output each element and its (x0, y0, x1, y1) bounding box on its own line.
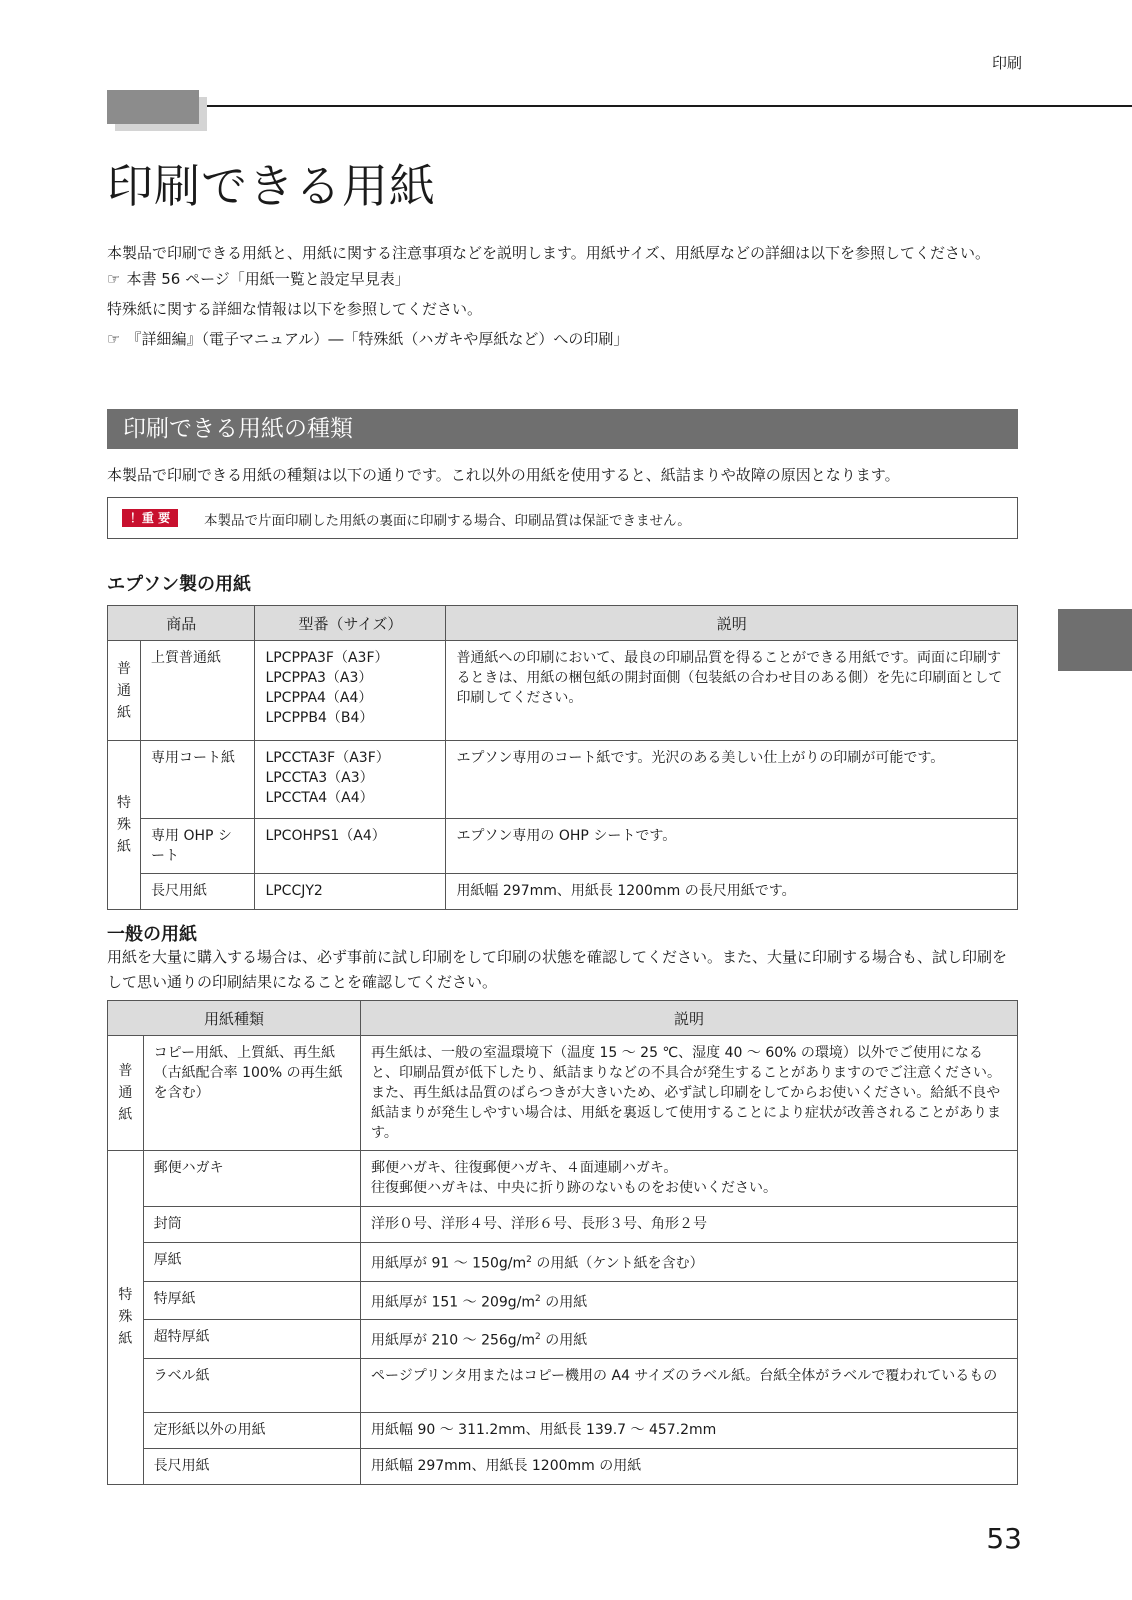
paper-type-cell: 長尺用紙 (143, 1448, 360, 1484)
important-badge: ！重 要 (122, 509, 178, 527)
reference-text: 『詳細編』（電子マニュアル）―「特殊紙（ハガキや厚紙など）への印刷」 (126, 330, 629, 348)
product-cell: 専用 OHP シート (141, 819, 255, 874)
chapter-marker (107, 90, 199, 124)
table-row (108, 741, 1018, 819)
column-header: 商品 (108, 606, 255, 641)
paper-type-cell: 封筒 (143, 1207, 360, 1243)
product-cell: 上質普通紙 (141, 641, 255, 741)
description-cell: エプソン専用のコート紙です。光沢のある美しい仕上がりの印刷が可能です。 (446, 741, 1018, 819)
table-row (108, 1448, 1018, 1484)
category-cell: 普 通 紙 (108, 1036, 144, 1151)
important-notice (107, 497, 1018, 539)
category-cell: 普 通 紙 (108, 641, 141, 741)
pointing-hand-icon: ☞ (107, 330, 121, 348)
reference-link[interactable] (107, 268, 1027, 291)
running-head: 印刷 (991, 54, 1022, 72)
description-cell: 用紙厚が 210 ～ $256g/m^2$ の用紙 (361, 1320, 1018, 1359)
table-row (108, 641, 1018, 741)
column-header: 説明 (446, 606, 1018, 641)
paper-type-cell: コピー用紙、上質紙、再生紙（古紙配合率 100% の再生紙を含む） (143, 1036, 360, 1151)
subheading-epson: エプソン製の用紙 (107, 574, 251, 595)
table-row (108, 1412, 1018, 1448)
subheading-general: 一般の用紙 (107, 924, 197, 945)
description-cell: 用紙厚が 151 ～ $209g/m^2$ の用紙 (361, 1281, 1018, 1320)
paper-type-cell: 超特厚紙 (143, 1320, 360, 1359)
description-cell: 用紙厚が 91 ～ $150g/m^2$ の用紙（ケント紙を含む） (361, 1243, 1018, 1282)
paper-type-cell: 定形紙以外の用紙 (143, 1412, 360, 1448)
description-cell: 普通紙への印刷において、最良の印刷品質を得ることができる用紙です。両面に印刷するときは、用紙の梱包紙の開封面側（包装紙の合わせ目のある側）を先に印刷面として印刷してください。 (446, 641, 1018, 741)
description-cell: ページプリンタ用またはコピー機用の A4 サイズのラベル紙。台紙全体がラベルで覆われているもの (361, 1358, 1018, 1412)
reference-text: 本書 56 ページ「用紙一覧と設定早見表」 (126, 270, 410, 288)
table-row (108, 1036, 1018, 1151)
description-cell: 用紙幅 297mm、用紙長 1200mm の長尺用紙です。 (446, 874, 1018, 910)
model-cell: LPCCTA3F（A3F） LPCCTA3（A3） LPCCTA4（A4） (255, 741, 446, 819)
model-cell: LPCCJY2 (255, 874, 446, 910)
intro (107, 242, 1027, 358)
general-paper-table (107, 1000, 1018, 1485)
column-header: 用紙種類 (108, 1001, 361, 1036)
notice-text: 本製品で片面印刷した用紙の裏面に印刷する場合、印刷品質は保証できません。 (204, 513, 691, 529)
category-cell: 特 殊 紙 (108, 1151, 144, 1485)
page-number: 53 (986, 1522, 1022, 1555)
table-row (108, 1358, 1018, 1412)
paper-type-cell: 郵便ハガキ (143, 1151, 360, 1207)
pointing-hand-icon: ☞ (107, 270, 121, 288)
table-row (108, 1151, 1018, 1207)
reference-link[interactable] (107, 328, 1027, 351)
epson-paper-table (107, 605, 1018, 910)
chapter-thumb-tab (1058, 609, 1132, 671)
description-cell: 用紙幅 297mm、用紙長 1200mm の用紙 (361, 1448, 1018, 1484)
category-cell: 特 殊 紙 (108, 741, 141, 910)
column-header: 型番（サイズ） (255, 606, 446, 641)
table-row (108, 1207, 1018, 1243)
description-cell: エプソン専用の OHP シートです。 (446, 819, 1018, 874)
model-cell: LPCOHPS1（A4） (255, 819, 446, 874)
column-header: 説明 (361, 1001, 1018, 1036)
intro-paragraph: 本製品で印刷できる用紙と、用紙に関する注意事項などを説明します。用紙サイズ、用紙厚などの詳細は以下を参照してください。 (107, 244, 991, 262)
description-cell: 洋形０号、洋形４号、洋形６号、長形３号、角形２号 (361, 1207, 1018, 1243)
page-title: 印刷できる用紙 (107, 159, 436, 213)
paper-type-cell: 厚紙 (143, 1243, 360, 1282)
paper-type-cell: ラベル紙 (143, 1358, 360, 1412)
table-row (108, 1243, 1018, 1282)
section-heading: 印刷できる用紙の種類 (107, 409, 1018, 449)
product-cell: 専用コート紙 (141, 741, 255, 819)
intro-paragraph: 特殊紙に関する詳細な情報は以下を参照してください。 (107, 300, 483, 318)
section-text: 本製品で印刷できる用紙の種類は以下の通りです。これ以外の用紙を使用すると、紙詰まりや故障の原因となります。 (107, 466, 900, 484)
table-row (108, 1281, 1018, 1320)
table-row (108, 819, 1018, 874)
description-cell: 再生紙は、一般の室温環境下（温度 15 ～ 25 ℃、湿度 40 ～ 60% の環境）以外でご使用になると、印刷品質が低下したり、紙詰まりなどの不具合が発生することがありますのでご注意ください。また、再生紙は品質のばらつきが大きいため、必ず試し印刷をしてからお使いください。給紙不良や紙詰まりが発生しやすい場合は、用紙を裏返して使用することにより症状が改善されることがあります。 (361, 1036, 1018, 1151)
model-cell: LPCPPA3F（A3F） LPCPPA3（A3） LPCPPA4（A4） LPCPPB4（B4） (255, 641, 446, 741)
description-cell: 用紙幅 90 ～ 311.2mm、用紙長 139.7 ～ 457.2mm (361, 1412, 1018, 1448)
table-row (108, 1320, 1018, 1359)
product-cell: 長尺用紙 (141, 874, 255, 910)
top-rule (207, 105, 1132, 107)
general-paragraph: 用紙を大量に購入する場合は、必ず事前に試し印刷をして印刷の状態を確認してください。また、大量に印刷する場合も、試し印刷をして思い通りの印刷結果になることを確認してください。 (107, 948, 1008, 991)
description-cell: 郵便ハガキ、往復郵便ハガキ、４面連刷ハガキ。 往復郵便ハガキは、中央に折り跡のないものをお使いください。 (361, 1151, 1018, 1207)
paper-type-cell: 特厚紙 (143, 1281, 360, 1320)
table-row (108, 874, 1018, 910)
